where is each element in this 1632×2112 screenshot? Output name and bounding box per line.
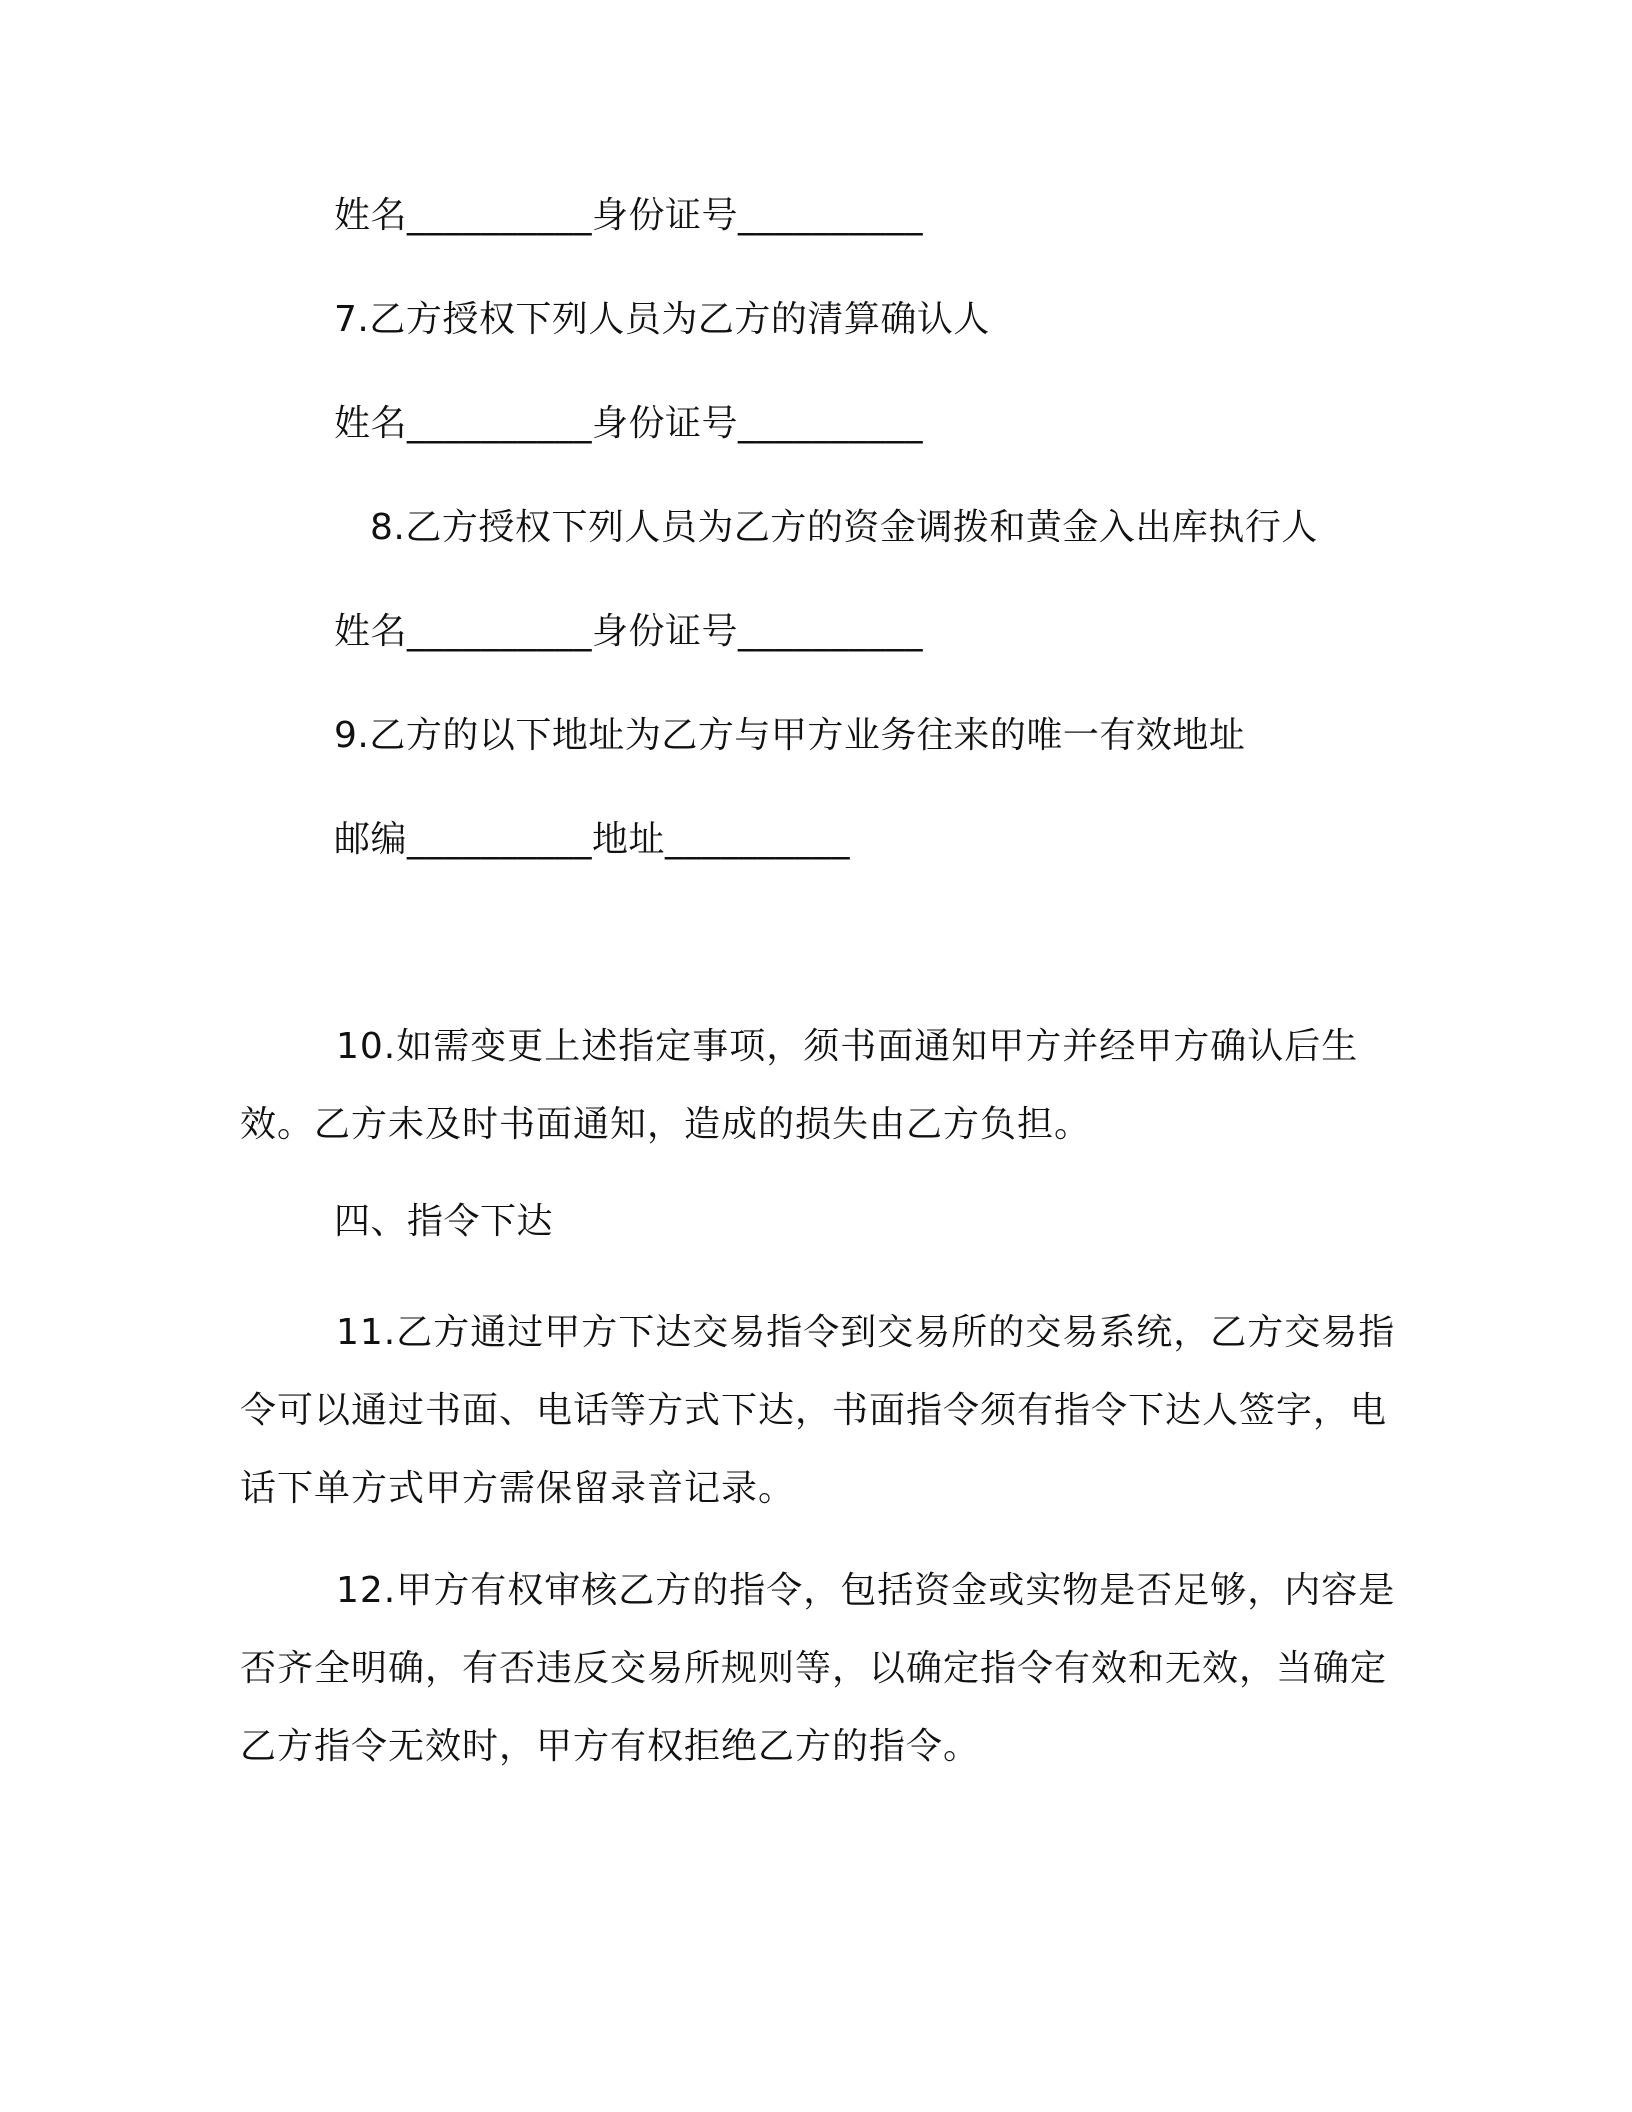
- item-9-text: 9.乙方的以下地址为乙方与甲方业务往来的唯一有效地址: [334, 715, 1246, 756]
- name-id-line-2: 姓名__________身份证号__________: [334, 403, 924, 444]
- paragraph-10: 10.如需变更上述指定事项，须书面通知甲方并经甲方确认后生效。乙方未及时书面通知，造成的损失由乙方负担。: [240, 1026, 1359, 1145]
- section-heading-4: 四、指令下达: [334, 1201, 554, 1242]
- paragraph-12: 12.甲方有权审核乙方的指令，包括资金或实物是否足够，内容是否齐全明确，有否违反交易所规则等，以确定指令有效和无效，当确定乙方指令无效时，甲方有权拒绝乙方的指令。: [240, 1570, 1396, 1767]
- postcode-address-line: 邮编__________地址__________: [334, 819, 851, 860]
- name-id-line-3: 姓名__________身份证号__________: [334, 611, 924, 652]
- paragraph-11: 11.乙方通过甲方下达交易指令到交易所的交易系统，乙方交易指令可以通过书面、电话等方式下达，书面指令须有指令下达人签字，电话下单方式甲方需保留录音记录。: [240, 1312, 1396, 1509]
- item-8-text: 8.乙方授权下列人员为乙方的资金调拨和黄金入出库执行人: [370, 507, 1318, 548]
- name-id-line-1: 姓名__________身份证号__________: [334, 195, 924, 236]
- item-7-text: 7.乙方授权下列人员为乙方的清算确认人: [334, 299, 990, 340]
